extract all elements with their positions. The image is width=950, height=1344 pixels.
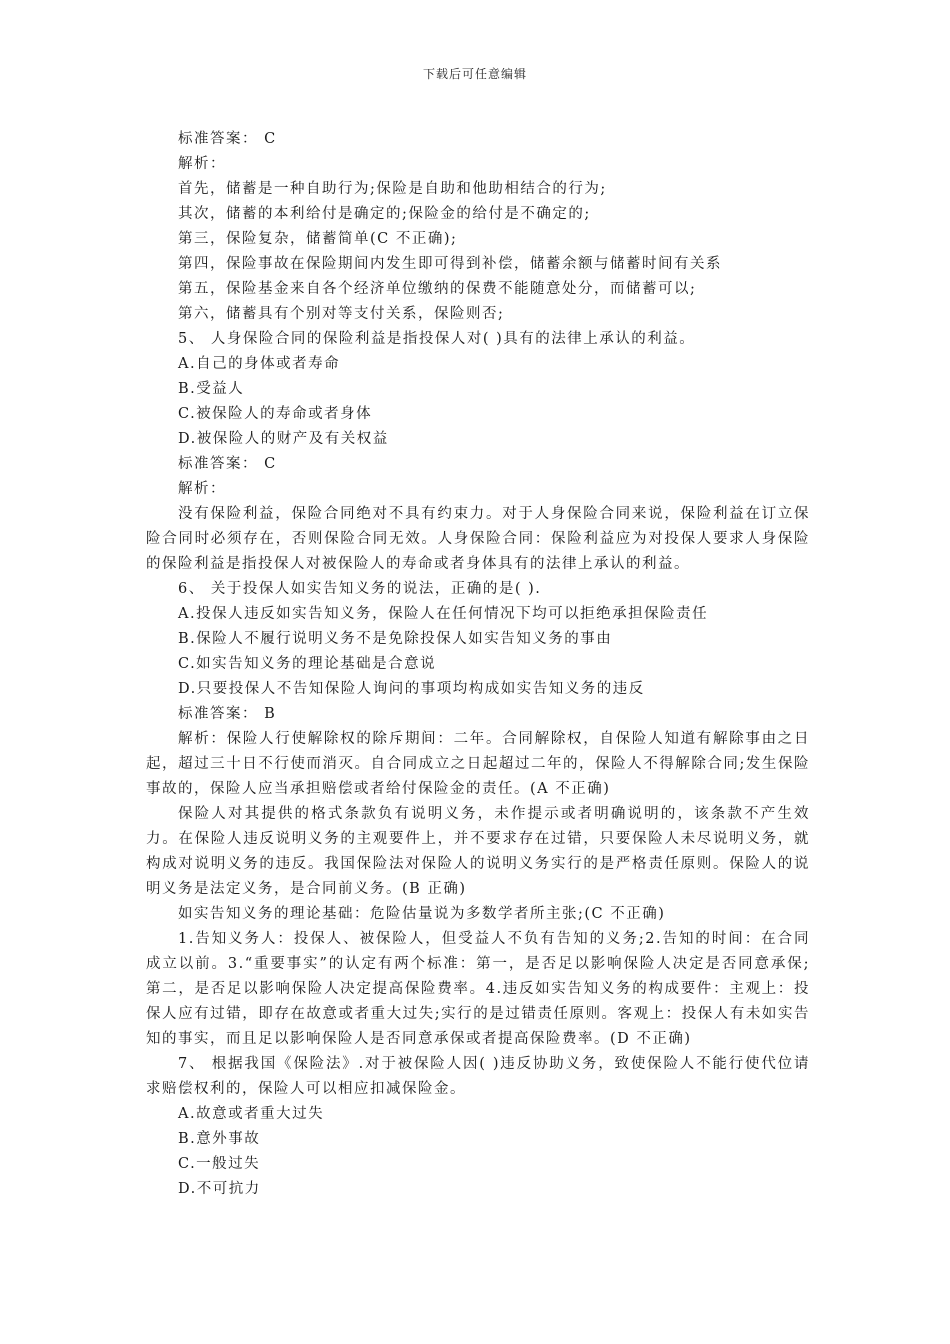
option-c: C.一般过失 <box>178 1156 261 1172</box>
answer-line: 标准答案： C <box>178 131 277 147</box>
option-a: A.故意或者重大过失 <box>178 1106 325 1122</box>
option-a: A.自己的身体或者寿命 <box>178 356 341 372</box>
option-b: B.受益人 <box>178 381 245 397</box>
analysis-paragraph: 1.告知义务人：投保人、被保险人，但受益人不负有告知的义务;2.告知的时间：在合同成立以前。3.“重要事实”的认定有两个标准：第一，是否足以影响保险人决定是否同意承保;第二，是否足以影响保险人决定提高保险费率。4.违反如实告知义务的构成要件：主观上：投保人应有过错，即存在故意或者重大过失;实行的是过错责任原则。客观上：投保人有未如实告知的事实，而且足以影响保险人是否同意承保或者提高保险费率。(D 不正确) <box>146 931 810 1047</box>
answer-line: 标准答案： B <box>178 706 277 722</box>
option-d: D.不可抗力 <box>178 1181 261 1197</box>
question-7: 7、 根据我国《保险法》.对于被保险人因( )违反协助义务，致使保险人不能行使代位请求赔偿权利的，保险人可以相应扣减保险金。 <box>146 1056 810 1097</box>
analysis-point: 第四，保险事故在保险期间内发生即可得到补偿，储蓄余额与储蓄时间有关系 <box>178 256 722 272</box>
option-c: C.如实告知义务的理论基础是合意说 <box>178 656 437 672</box>
option-a: A.投保人违反如实告知义务，保险人在任何情况下均可以拒绝承担保险责任 <box>178 606 709 622</box>
option-d: D.只要投保人不告知保险人询问的事项均构成如实告知义务的违反 <box>178 681 645 697</box>
analysis-paragraph: 解析：保险人行使解除权的除斥期间：二年。合同解除权，自保险人知道有解除事由之日起，超过三十日不行使而消灭。自合同成立之日起超过二年的，保险人不得解除合同;发生保险事故的，保险人应当承担赔偿或者给付保险金的责任。(A 不正确) <box>146 731 810 797</box>
analysis-label: 解析： <box>178 481 226 497</box>
analysis-point: 第五，保险基金来自各个经济单位缴纳的保费不能随意处分，而储蓄可以; <box>178 281 697 297</box>
question-6: 6、 关于投保人如实告知义务的说法，正确的是( ). <box>178 581 542 597</box>
analysis-point: 首先，储蓄是一种自助行为;保险是自助和他助相结合的行为; <box>178 181 607 197</box>
analysis-point: 其次，储蓄的本利给付是确定的;保险金的给付是不确定的; <box>178 206 591 222</box>
option-c: C.被保险人的寿命或者身体 <box>178 406 373 422</box>
option-b: B.保险人不履行说明义务不是免除投保人如实告知义务的事由 <box>178 631 613 647</box>
option-b: B.意外事故 <box>178 1131 261 1147</box>
option-d: D.被保险人的财产及有关权益 <box>178 431 389 447</box>
analysis-point: 第三，保险复杂，储蓄简单(C 不正确); <box>178 231 458 247</box>
analysis-point: 第六，储蓄具有个别对等支付关系，保险则否; <box>178 306 505 322</box>
analysis-paragraph: 没有保险利益，保险合同绝对不具有约束力。对于人身保险合同来说，保险利益在订立保险合同时必须存在，否则保险合同无效。人身保险合同：保险利益应为对投保人要求人身保险的保险利益是指投保人对被保险人的寿命或者身体具有的法律上承认的利益。 <box>146 506 810 572</box>
document-body <box>146 127 810 1202</box>
page-header: 下载后可任意编辑 <box>422 67 527 81</box>
analysis-paragraph: 保险人对其提供的格式条款负有说明义务，未作提示或者明确说明的，该条款不产生效力。在保险人违反说明义务的主观要件上，并不要求存在过错，只要保险人未尽说明义务，就构成对说明义务的违反。我国保险法对保险人的说明义务实行的是严格责任原则。保险人的说明义务是法定义务，是合同前义务。(B 正确) <box>146 806 810 897</box>
analysis-paragraph: 如实告知义务的理论基础：危险估量说为多数学者所主张;(C 不正确) <box>178 906 666 922</box>
answer-line: 标准答案： C <box>178 456 277 472</box>
analysis-label: 解析： <box>178 156 226 172</box>
question-5: 5、 人身保险合同的保险利益是指投保人对( )具有的法律上承认的利益。 <box>178 331 696 347</box>
